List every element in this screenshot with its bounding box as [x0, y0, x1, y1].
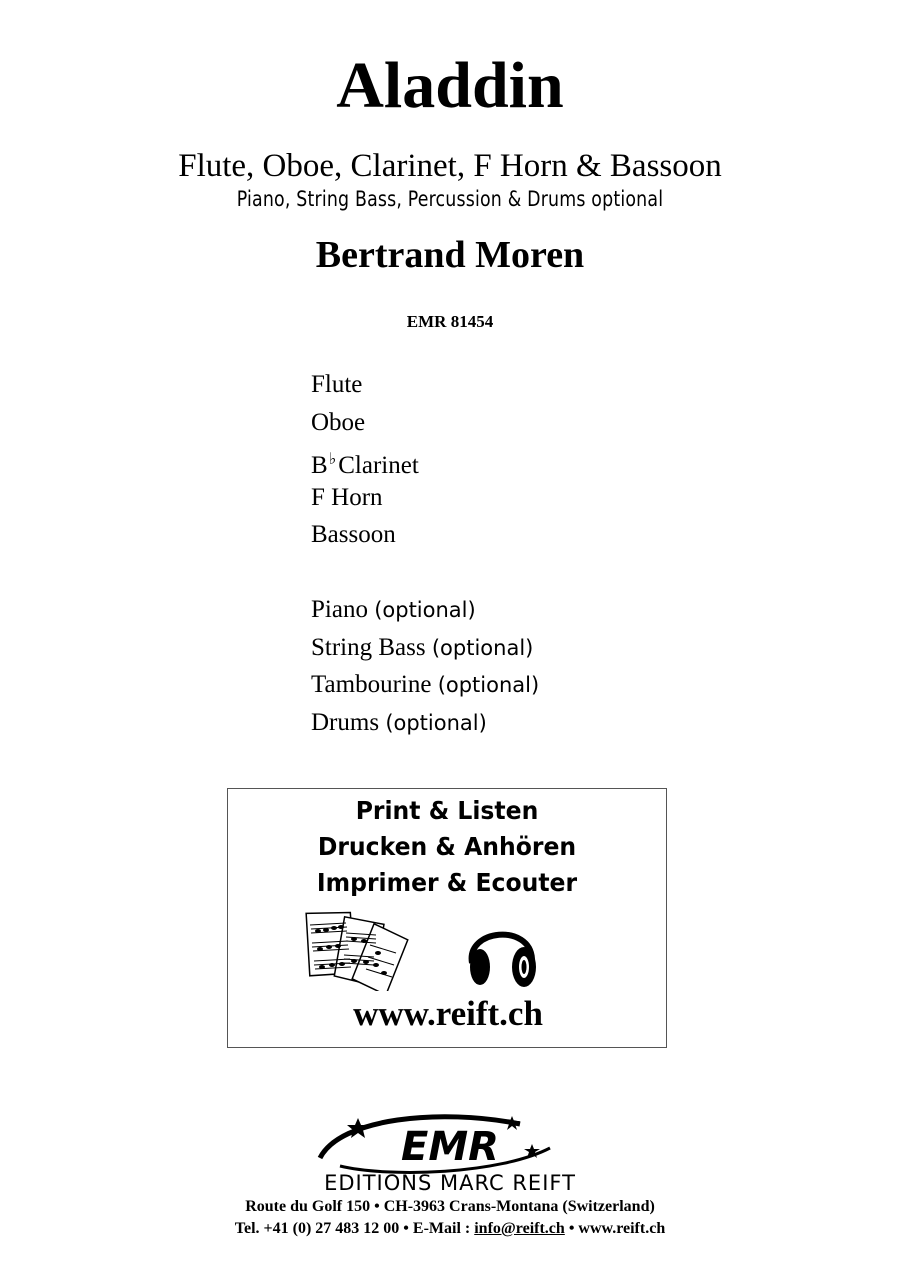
emr-logo-svg — [300, 1108, 600, 1198]
instrument-name: Clarinet — [338, 452, 419, 479]
composer-name: Bertrand Moren — [315, 234, 585, 276]
emr-logo — [300, 1108, 600, 1198]
optional-label: (optional) — [385, 710, 487, 735]
promo-icons-svg — [228, 911, 668, 991]
instrument-name: Flute — [311, 371, 363, 398]
optional-instrument-item — [311, 666, 539, 704]
instrument-item — [311, 404, 539, 442]
instrument-name: Piano — [311, 596, 368, 623]
optional-label: (optional) — [437, 673, 540, 697]
instrumentation-subtitle: Flute, Oboe, Clarinet, F Horn & Bassoon — [178, 148, 722, 184]
promo-line-english: Print & Listen — [355, 796, 539, 825]
instrument-name: Bassoon — [311, 521, 396, 548]
instrument-name: F Horn — [311, 483, 383, 511]
headphones-icon — [470, 935, 536, 987]
publisher-address: Route du Golf 150 • CH-3963 Crans-Montana (Switzerland) — [245, 1198, 655, 1215]
promo-line-german: Drucken & Anhören — [317, 832, 577, 861]
instrument-item — [311, 479, 539, 517]
page-title: Aladdin — [336, 49, 564, 122]
contact-website: • www.reift.ch — [564, 1220, 666, 1237]
contact-tel: Tel. +41 (0) 27 483 12 00 • E-Mail : — [234, 1220, 475, 1237]
optional-label: (optional) — [431, 635, 534, 660]
optional-instrument-item — [311, 629, 539, 667]
instrument-item — [311, 516, 539, 554]
print-listen-box — [227, 788, 667, 1048]
instrument-item — [311, 441, 539, 479]
optional-instrument-item — [311, 591, 539, 629]
publisher-contact — [0, 1218, 900, 1240]
flat-sign: ♭ — [328, 451, 337, 468]
instrument-name: String Bass — [311, 633, 426, 661]
instrument-item — [311, 366, 539, 404]
promo-line-french: Imprimer & Ecouter — [316, 868, 578, 897]
optional-instrument-item — [311, 704, 539, 742]
publisher-name: EDITIONS MARC REIFT — [324, 1171, 576, 1195]
optional-label: (optional) — [374, 598, 476, 622]
instrument-name: Tambourine — [311, 671, 432, 698]
instrument-list — [311, 366, 539, 741]
instrument-name: Oboe — [311, 408, 366, 436]
logo-mark: EMR — [401, 1124, 499, 1170]
promo-icons — [228, 911, 668, 991]
promo-website[interactable]: www.reift.ch — [353, 994, 543, 1033]
sheet-music-icon — [302, 911, 410, 991]
optional-instruments-note: Piano, String Bass, Percussion & Drums optional — [236, 187, 664, 211]
instrument-name: Drums — [311, 708, 380, 736]
email-link[interactable]: info@reift.ch — [474, 1220, 565, 1237]
instrument-key: B — [311, 452, 328, 479]
catalog-number: EMR 81454 — [406, 312, 494, 331]
